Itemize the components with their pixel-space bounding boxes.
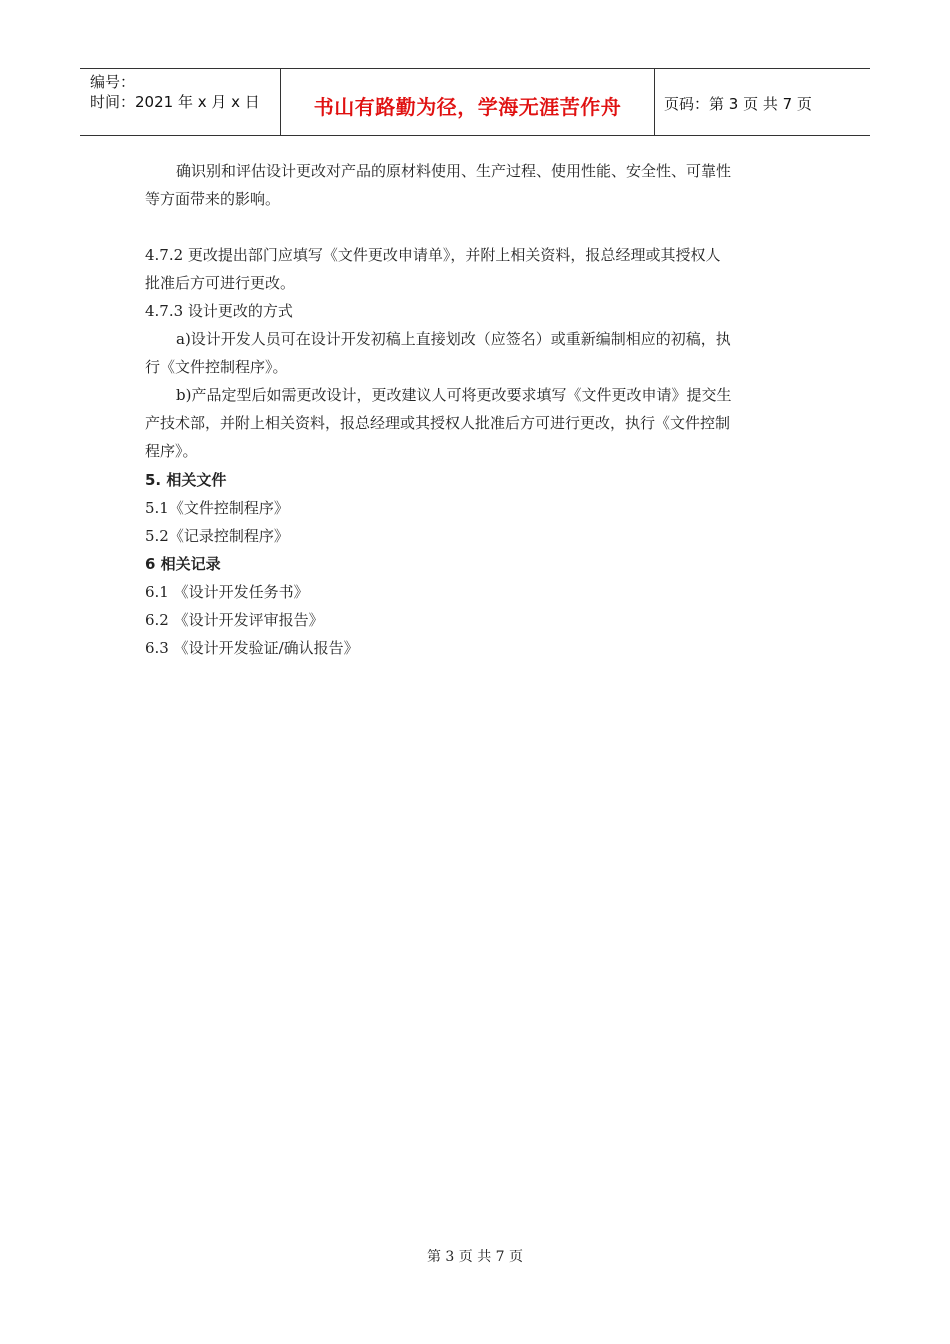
- paragraph-line: 行《文件控制程序》。: [145, 358, 288, 376]
- header-meta-cell: [80, 69, 281, 135]
- list-item: 6.1 《设计开发任务书》: [145, 583, 309, 601]
- list-item: 5.2《记录控制程序》: [145, 527, 289, 545]
- paragraph-line: b)产品定型后如需更改设计，更改建议人可将更改要求填写《文件更改申请》提交生: [176, 386, 732, 404]
- section-heading-5: 5. 相关文件: [145, 471, 227, 489]
- header-page-number: 页码：第 3 页 共 7 页: [664, 95, 812, 113]
- paragraph-line: 批准后方可进行更改。: [145, 274, 296, 292]
- paragraph-line: a)设计开发人员可在设计开发初稿上直接划改（应签名）或重新编制相应的初稿，执: [176, 330, 731, 348]
- page-footer: 第 3 页 共 7 页: [426, 1249, 524, 1265]
- paragraph-line: 4.7.2 更改提出部门应填写《文件更改申请单》，并附上相关资料，报总经理或其授权人: [145, 246, 721, 264]
- header-page-cell: [655, 69, 870, 135]
- paragraph-line: 程序》。: [145, 442, 198, 460]
- list-item: 5.1《文件控制程序》: [145, 499, 289, 517]
- list-item: 6.3 《设计开发验证/确认报告》: [145, 639, 359, 657]
- paragraph-line: 产技术部，并附上相关资料，报总经理或其授权人批准后方可进行更改，执行《文件控制: [145, 414, 731, 432]
- subsection-heading: 4.7.3 设计更改的方式: [145, 302, 293, 320]
- section-heading-6: 6 相关记录: [145, 555, 221, 573]
- list-item: 6.2 《设计开发评审报告》: [145, 611, 324, 629]
- page-header: [80, 68, 870, 136]
- paragraph-line: 等方面带来的影响。: [145, 190, 281, 208]
- document-date-label: 时间：2021 年 x 月 x 日: [90, 93, 260, 111]
- header-motto: 书山有路勤为径，学海无涯苦作舟: [313, 95, 622, 119]
- header-motto-cell: [281, 69, 655, 135]
- paragraph-line: 确识别和评估设计更改对产品的原材料使用、生产过程、使用性能、安全性、可靠性: [176, 162, 732, 180]
- document-number-label: 编号：: [90, 73, 136, 91]
